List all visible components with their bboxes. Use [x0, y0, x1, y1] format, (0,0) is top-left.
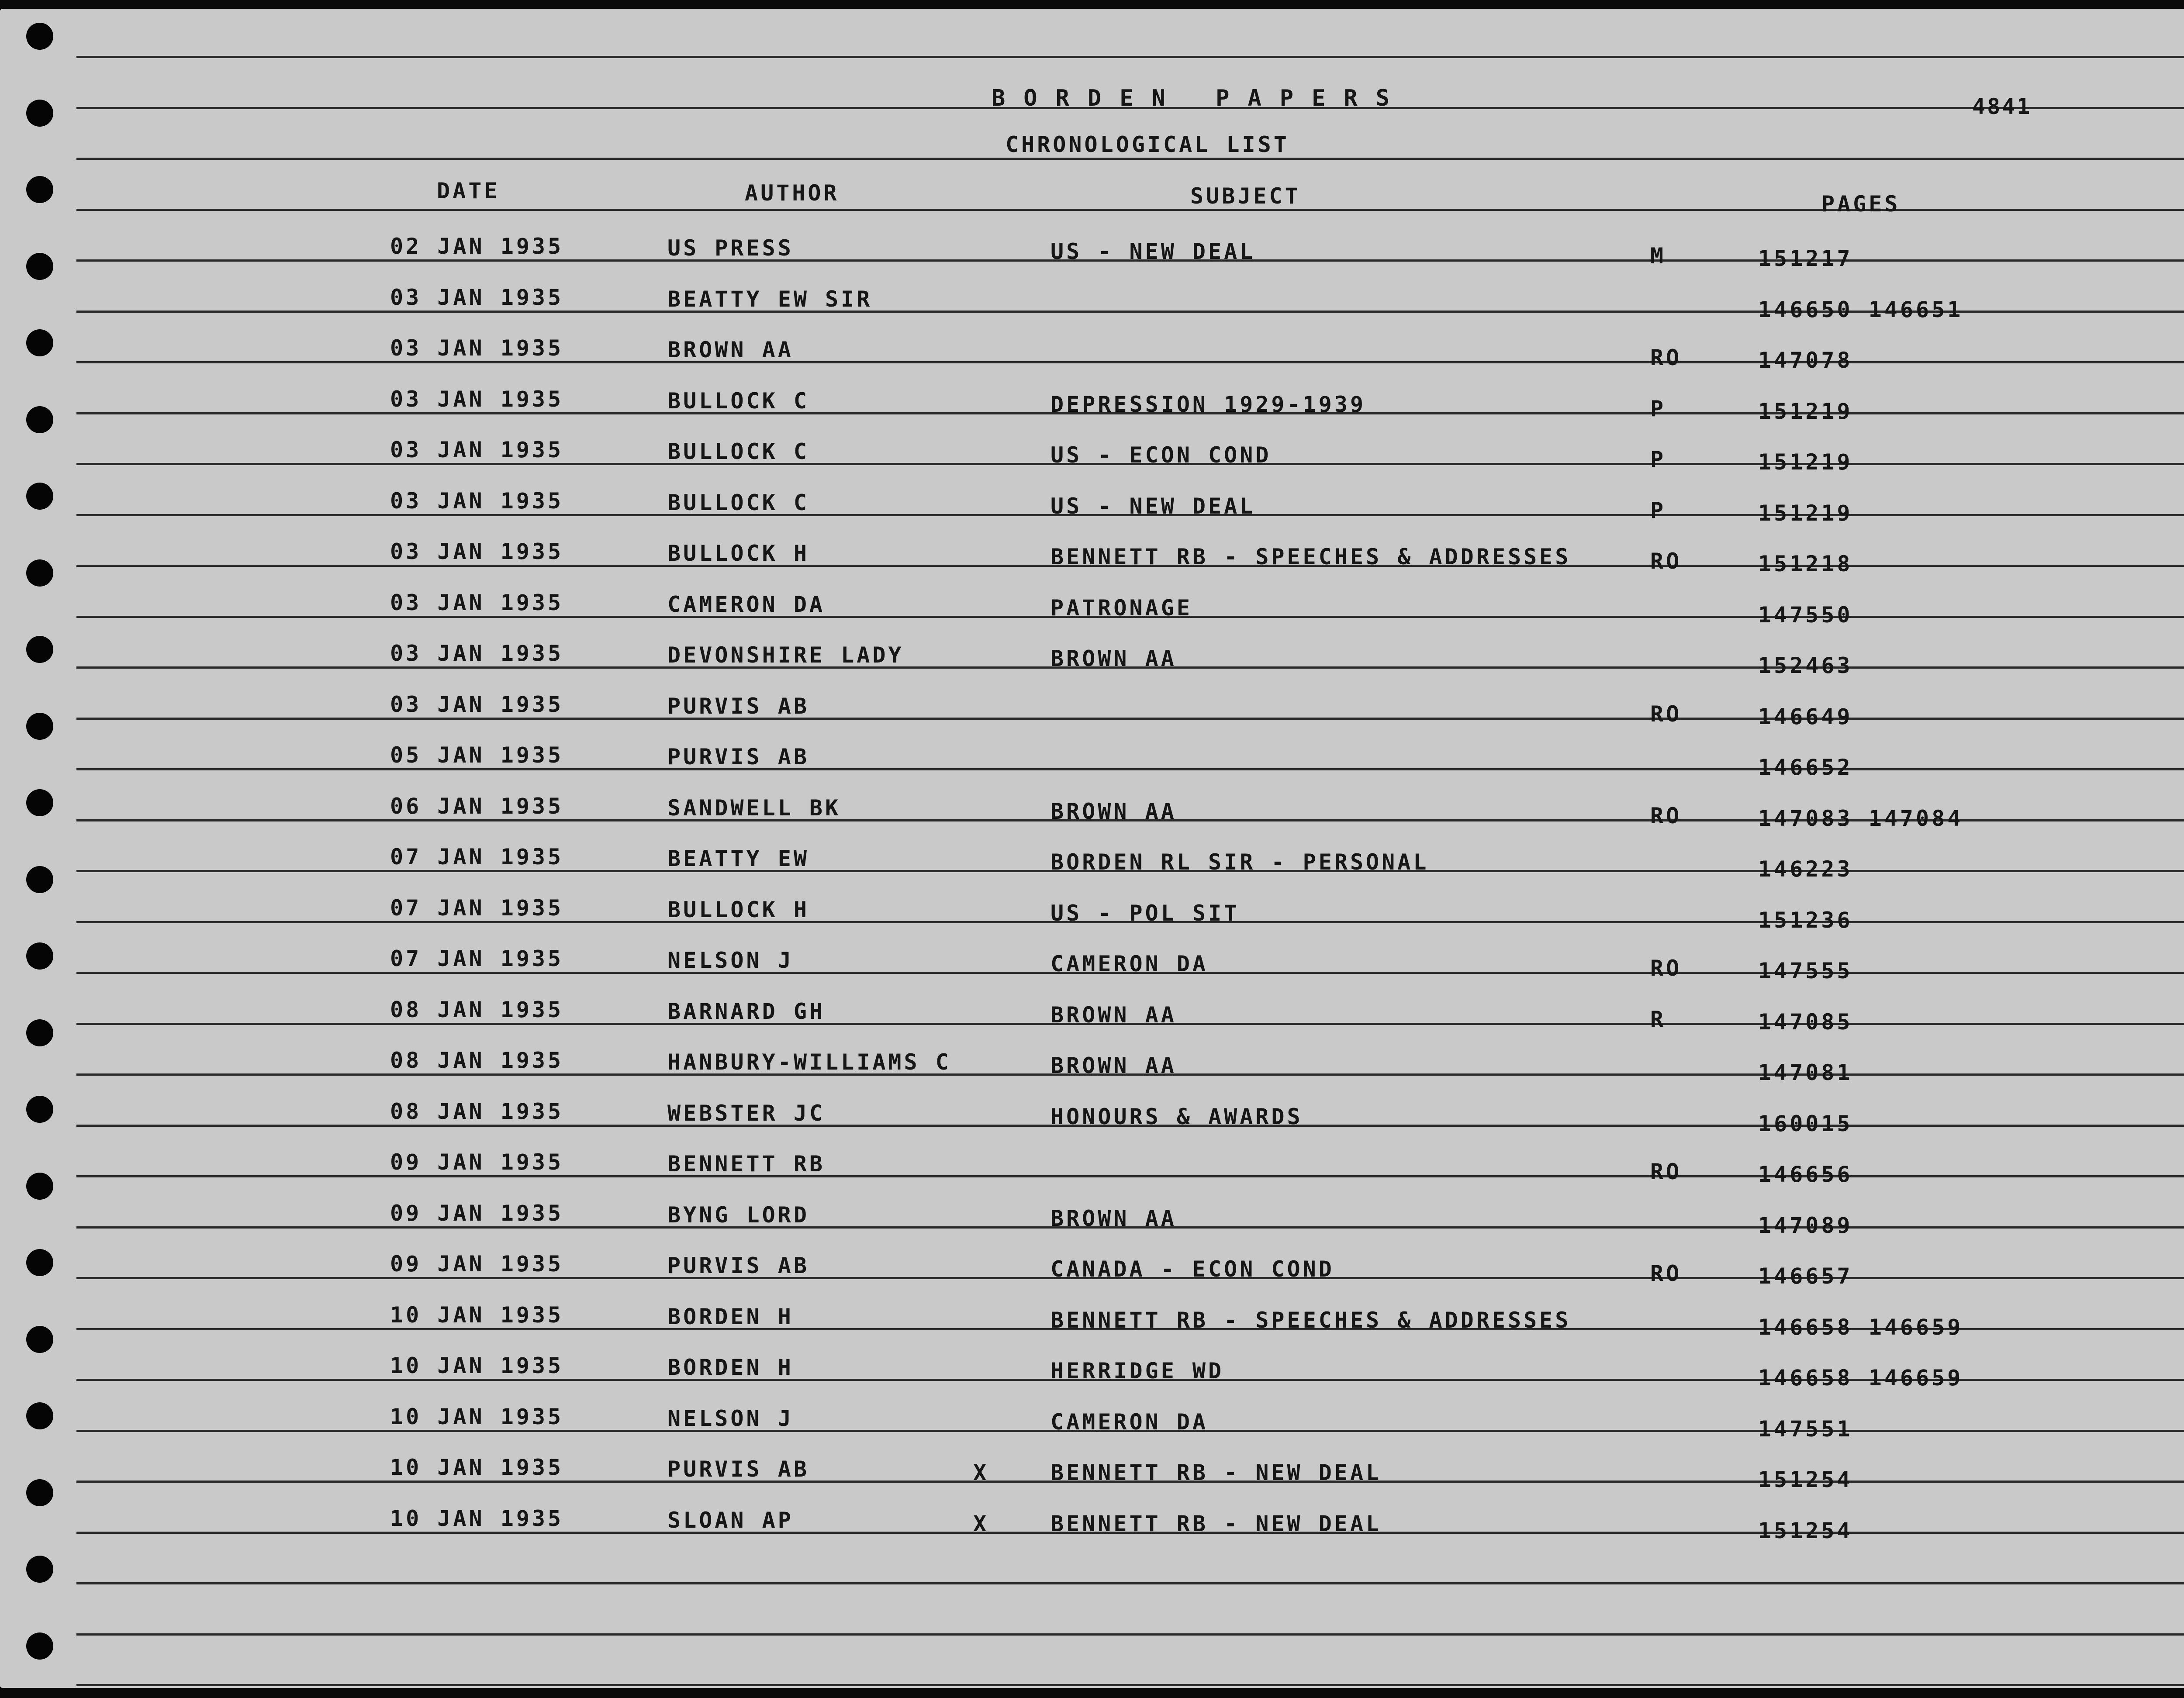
row-author: BULLOCK H	[667, 897, 809, 922]
row-date: 10 JAN 1935	[390, 1455, 564, 1480]
row-pages: 147555	[1758, 958, 1853, 984]
table-row	[0, 1048, 2184, 1098]
row-pages: 151254	[1758, 1518, 1853, 1543]
row-subject: US - NEW DEAL	[1051, 493, 1256, 519]
row-date: 07 JAN 1935	[390, 895, 564, 921]
row-pages: 147078	[1758, 348, 1853, 373]
row-pages: 146658 146659	[1758, 1314, 1963, 1340]
table-row	[0, 794, 2184, 844]
row-date: 03 JAN 1935	[390, 641, 564, 666]
row-subject: BENNETT RB - SPEECHES & ADDRESSES	[1051, 1307, 1571, 1333]
row-author: PURVIS AB	[667, 693, 809, 719]
row-author: SANDWELL BK	[667, 795, 841, 821]
row-subject: US - POL SIT	[1051, 900, 1240, 926]
row-pages: 151254	[1758, 1467, 1853, 1492]
table-row	[0, 1404, 2184, 1455]
table-row	[0, 1455, 2184, 1505]
row-date: 03 JAN 1935	[390, 386, 564, 412]
row-author: PURVIS AB	[667, 1456, 809, 1482]
row-date: 10 JAN 1935	[390, 1353, 564, 1378]
tractor-hole	[26, 23, 53, 50]
row-author: BULLOCK C	[667, 439, 809, 464]
row-author: WEBSTER JC	[667, 1100, 826, 1126]
ruled-line	[76, 1633, 2184, 1636]
row-pages: 147089	[1758, 1212, 1853, 1238]
ruled-line	[76, 1582, 2184, 1584]
row-author: CAMERON DA	[667, 591, 826, 617]
table-row	[0, 387, 2184, 437]
row-pages: 160015	[1758, 1111, 1853, 1136]
table-row	[0, 1201, 2184, 1251]
row-date: 08 JAN 1935	[390, 1098, 564, 1124]
row-author: BORDEN H	[667, 1355, 794, 1380]
row-author: PURVIS AB	[667, 1253, 809, 1278]
row-author: DEVONSHIRE LADY	[667, 642, 904, 668]
row-date: 03 JAN 1935	[390, 691, 564, 717]
table-row	[0, 946, 2184, 997]
table-row	[0, 895, 2184, 946]
row-code: RO	[1650, 1261, 1682, 1286]
row-subject: CAMERON DA	[1051, 951, 1209, 977]
row-date: 09 JAN 1935	[390, 1200, 564, 1226]
table-row	[0, 1506, 2184, 1556]
row-code: RO	[1650, 701, 1682, 727]
row-pages: 151218	[1758, 551, 1853, 576]
row-date: 03 JAN 1935	[390, 437, 564, 462]
table-row	[0, 335, 2184, 386]
row-subject: HERRIDGE WD	[1051, 1358, 1224, 1384]
row-pages: 146656	[1758, 1162, 1853, 1187]
row-pages: 151219	[1758, 500, 1853, 526]
row-date: 02 JAN 1935	[390, 234, 564, 259]
table-row	[0, 1099, 2184, 1149]
tractor-hole	[26, 100, 53, 127]
row-pages: 147085	[1758, 1009, 1853, 1035]
table-row	[0, 742, 2184, 793]
row-author: SLOAN AP	[667, 1507, 794, 1533]
row-pages: 147550	[1758, 602, 1853, 628]
page-number: 4841	[1972, 94, 2032, 119]
table-row	[0, 437, 2184, 488]
tractor-hole	[26, 1556, 53, 1583]
row-date: 10 JAN 1935	[390, 1404, 564, 1429]
row-date: 05 JAN 1935	[390, 742, 564, 768]
table-row	[0, 285, 2184, 335]
row-date: 03 JAN 1935	[390, 590, 564, 615]
row-author: BENNETT RB	[667, 1151, 826, 1177]
row-date: 03 JAN 1935	[390, 488, 564, 514]
row-subject: BORDEN RL SIR - PERSONAL	[1051, 849, 1429, 875]
row-date: 08 JAN 1935	[390, 997, 564, 1022]
row-pages: 146650 146651	[1758, 297, 1963, 322]
row-author: BULLOCK H	[667, 541, 809, 566]
row-pages: 147083 147084	[1758, 805, 1963, 831]
row-date: 07 JAN 1935	[390, 844, 564, 870]
row-pages: 151236	[1758, 907, 1853, 933]
row-pages: 151219	[1758, 398, 1853, 424]
ruled-line	[76, 1684, 2184, 1686]
column-header-subject: SUBJECT	[1190, 183, 1301, 209]
row-date: 08 JAN 1935	[390, 1048, 564, 1073]
row-pages: 146652	[1758, 755, 1853, 780]
row-code: P	[1650, 396, 1666, 421]
printout-sheet	[0, 9, 2184, 1688]
row-code: RO	[1650, 956, 1682, 981]
row-author: US PRESS	[667, 235, 794, 261]
row-subject: BROWN AA	[1051, 798, 1177, 824]
row-code: RO	[1650, 803, 1682, 828]
row-code: RO	[1650, 1159, 1682, 1184]
row-subject: US - ECON COND	[1051, 442, 1272, 468]
table-row	[0, 488, 2184, 539]
row-author: BULLOCK C	[667, 388, 809, 414]
row-flag: X	[973, 1511, 989, 1536]
row-pages: 146658 146659	[1758, 1365, 1963, 1391]
column-header-date: DATE	[437, 178, 500, 204]
table-row	[0, 641, 2184, 691]
ruled-line	[76, 158, 2184, 160]
ruled-line	[76, 56, 2184, 58]
row-pages: 151217	[1758, 246, 1853, 271]
row-date: 03 JAN 1935	[390, 539, 564, 564]
row-pages: 146223	[1758, 856, 1853, 882]
row-subject: US - NEW DEAL	[1051, 239, 1256, 264]
row-subject: PATRONAGE	[1051, 595, 1192, 621]
row-code: M	[1650, 243, 1666, 269]
row-pages: 152463	[1758, 653, 1853, 678]
row-date: 10 JAN 1935	[390, 1505, 564, 1531]
row-subject: BENNETT RB - NEW DEAL	[1051, 1511, 1382, 1536]
row-subject: BROWN AA	[1051, 1053, 1177, 1078]
row-author: BEATTY EW SIR	[667, 286, 873, 312]
row-flag: X	[973, 1460, 989, 1485]
row-subject: DEPRESSION 1929-1939	[1051, 391, 1366, 417]
table-row	[0, 1251, 2184, 1302]
row-code: P	[1650, 497, 1666, 523]
row-date: 07 JAN 1935	[390, 946, 564, 971]
table-row	[0, 1149, 2184, 1200]
row-subject: CANADA - ECON COND	[1051, 1256, 1334, 1282]
row-date: 06 JAN 1935	[390, 793, 564, 819]
row-subject: BROWN AA	[1051, 1205, 1177, 1231]
row-author: BYNG LORD	[667, 1202, 809, 1228]
table-row	[0, 844, 2184, 895]
row-subject: BROWN AA	[1051, 646, 1177, 671]
row-pages: 146657	[1758, 1263, 1853, 1289]
row-author: BEATTY EW	[667, 846, 809, 871]
row-date: 10 JAN 1935	[390, 1302, 564, 1328]
row-author: BORDEN H	[667, 1304, 794, 1329]
row-subject: HONOURS & AWARDS	[1051, 1104, 1303, 1129]
row-date: 09 JAN 1935	[390, 1149, 564, 1175]
column-header-author: AUTHOR	[745, 180, 840, 206]
row-code: P	[1650, 447, 1666, 472]
row-code: RO	[1650, 549, 1682, 574]
list-subtitle: CHRONOLOGICAL LIST	[1006, 132, 1289, 157]
row-subject: BROWN AA	[1051, 1002, 1177, 1028]
table-row	[0, 997, 2184, 1048]
row-author: BARNARD GH	[667, 998, 826, 1024]
row-code: RO	[1650, 345, 1682, 370]
row-subject: BENNETT RB - NEW DEAL	[1051, 1460, 1382, 1485]
table-row	[0, 234, 2184, 284]
row-pages: 151219	[1758, 449, 1853, 475]
row-code: R	[1650, 1006, 1666, 1032]
row-author: BULLOCK C	[667, 490, 809, 515]
row-date: 03 JAN 1935	[390, 284, 564, 310]
row-subject: BENNETT RB - SPEECHES & ADDRESSES	[1051, 544, 1571, 569]
table-row	[0, 692, 2184, 742]
tractor-hole	[26, 176, 53, 203]
document-title: BORDEN PAPERS	[992, 85, 1408, 111]
row-pages: 147551	[1758, 1416, 1853, 1442]
table-row	[0, 539, 2184, 590]
column-header-pages: PAGES	[1821, 191, 1901, 217]
table-row	[0, 1353, 2184, 1404]
table-row	[0, 590, 2184, 641]
row-author: NELSON J	[667, 1405, 794, 1431]
tractor-hole	[26, 1632, 53, 1660]
table-row	[0, 1302, 2184, 1353]
row-author: NELSON J	[667, 948, 794, 973]
row-author: BROWN AA	[667, 337, 794, 362]
row-pages: 147081	[1758, 1060, 1853, 1085]
row-date: 03 JAN 1935	[390, 335, 564, 361]
row-pages: 146649	[1758, 704, 1853, 729]
row-author: HANBURY-WILLIAMS C	[667, 1049, 951, 1075]
row-date: 09 JAN 1935	[390, 1251, 564, 1277]
row-author: PURVIS AB	[667, 744, 809, 770]
row-subject: CAMERON DA	[1051, 1409, 1209, 1435]
